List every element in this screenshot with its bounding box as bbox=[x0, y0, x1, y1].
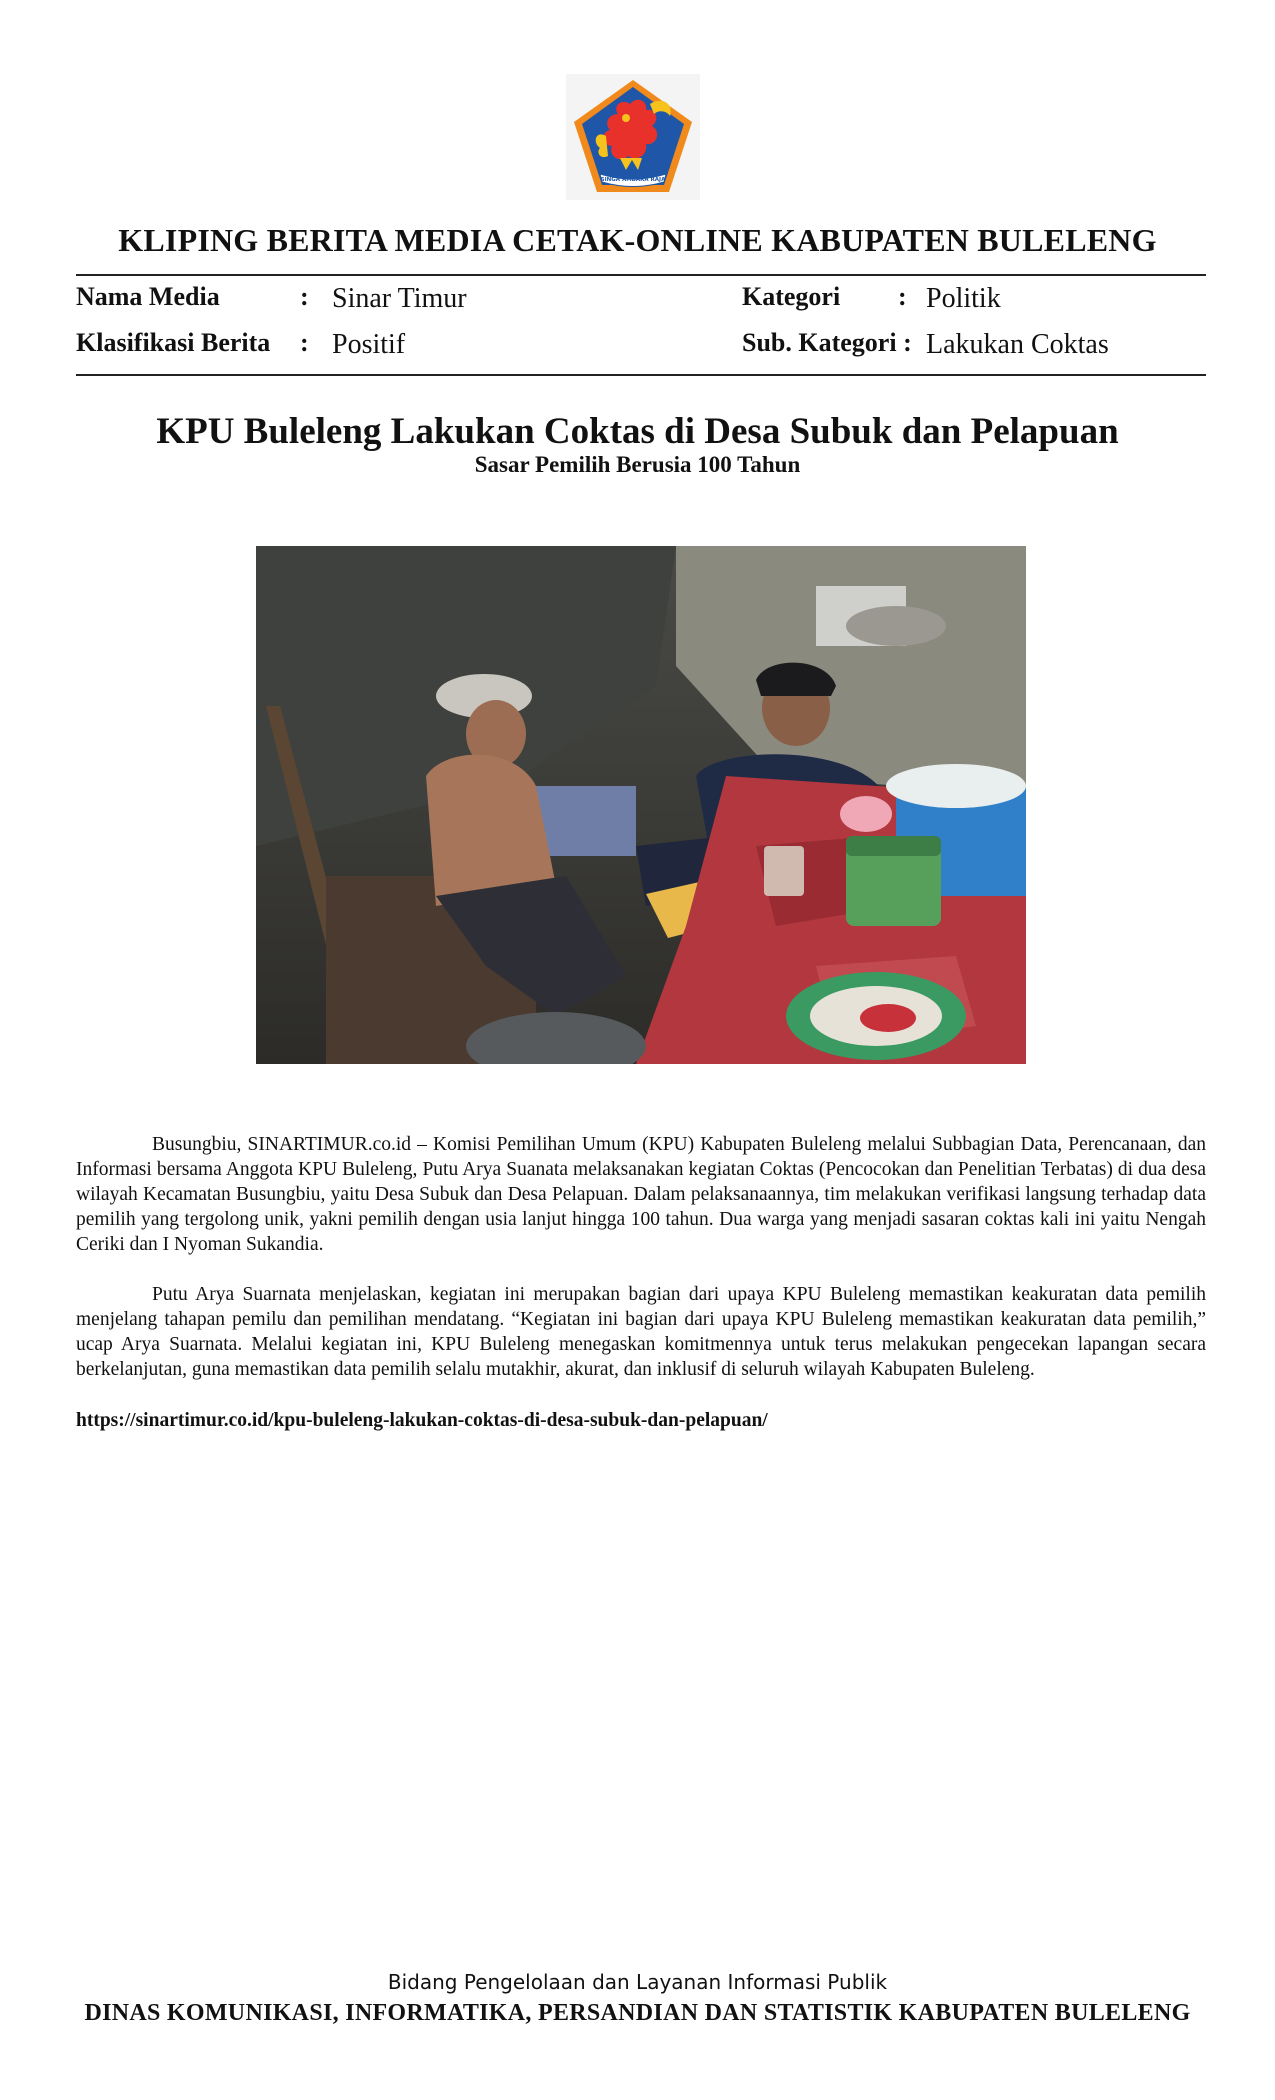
singa-ambara-raja-emblem-icon bbox=[566, 74, 700, 200]
logo-text: SINGA AMBARA RAJA bbox=[600, 177, 666, 183]
media-label: Nama Media bbox=[76, 282, 220, 311]
media-value: Sinar Timur bbox=[332, 283, 467, 314]
footer-agency: DINAS KOMUNIKASI, INFORMATIKA, PERSANDIAN DAN STATISTIK KABUPATEN BULELENG bbox=[84, 2000, 1191, 2026]
article-subheadline: Sasar Pemilih Berusia 100 Tahun bbox=[474, 452, 801, 477]
kategori-value: Politik bbox=[926, 283, 1001, 314]
article-body bbox=[76, 1132, 1206, 1407]
footer-department: Bidang Pengelolaan dan Layanan Informasi Publik bbox=[387, 1970, 888, 1994]
subkategori-label: Sub. Kategori : bbox=[742, 328, 912, 357]
kliping-title: KLIPING BERITA MEDIA CETAK-ONLINE KABUPATEN BULELENG bbox=[118, 222, 1157, 258]
kategori-label: Kategori bbox=[742, 282, 841, 311]
kategori-colon: : bbox=[898, 282, 907, 311]
news-photo bbox=[256, 546, 1026, 1064]
subkategori-value: Lakukan Coktas bbox=[926, 329, 1109, 360]
article-paragraph-1: Busungbiu, SINARTIMUR.co.id – Komisi Pemilihan Umum (KPU) Kabupaten Buleleng melalui Subbagian Data, Perencanaan, dan Informasi bersama Anggota KPU Buleleng, Putu Arya Suanata melaksanakan kegiatan Coktas (Pencocokan dan Penelitian Terbatas) di dua desa wilayah Kecamatan Busungbiu, yaitu Desa Subuk dan Desa Pelapuan. Dalam pelaksanaannya, tim melakukan verifikasi langsung terhadap data pemilih yang tergolong unik, yakni pemilih dengan usia lanjut hingga 100 tahun. Dua warga yang menjadi sasaran coktas kali ini yaitu Nengah Ceriki dan I Nyoman Sukandia. bbox=[76, 1134, 1206, 1255]
klasifikasi-colon: : bbox=[300, 328, 309, 357]
klasifikasi-value: Positif bbox=[332, 329, 406, 360]
bottom-divider bbox=[76, 374, 1206, 376]
article-paragraph-2: Putu Arya Suarnata menjelaskan, kegiatan ini merupakan bagian dari upaya KPU Buleleng memastikan keakuratan data pemilih menjelang tahapan pemilu dan pemilihan mendatang. “Kegiatan ini bagian dari upaya KPU Buleleng memastikan keakuratan data pemilih,” ucap Arya Suarnata. Melalui kegiatan ini, KPU Buleleng menegaskan komitmennya untuk terus melakukan pengecekan lapangan secara berkelanjutan, guna memastikan data pemilih selalu mutakhir, akurat, dan inklusif di seluruh wilayah Kabupaten Buleleng. bbox=[76, 1284, 1206, 1380]
article-headline: KPU Buleleng Lakukan Coktas di Desa Subuk dan Pelapuan bbox=[156, 411, 1119, 452]
klasifikasi-label: Klasifikasi Berita bbox=[76, 328, 271, 357]
source-link[interactable]: https://sinartimur.co.id/kpu-buleleng-lakukan-coktas-di-desa-subuk-dan-pelapuan/ bbox=[76, 1410, 768, 1431]
media-colon: : bbox=[300, 282, 309, 311]
top-divider bbox=[76, 274, 1206, 276]
